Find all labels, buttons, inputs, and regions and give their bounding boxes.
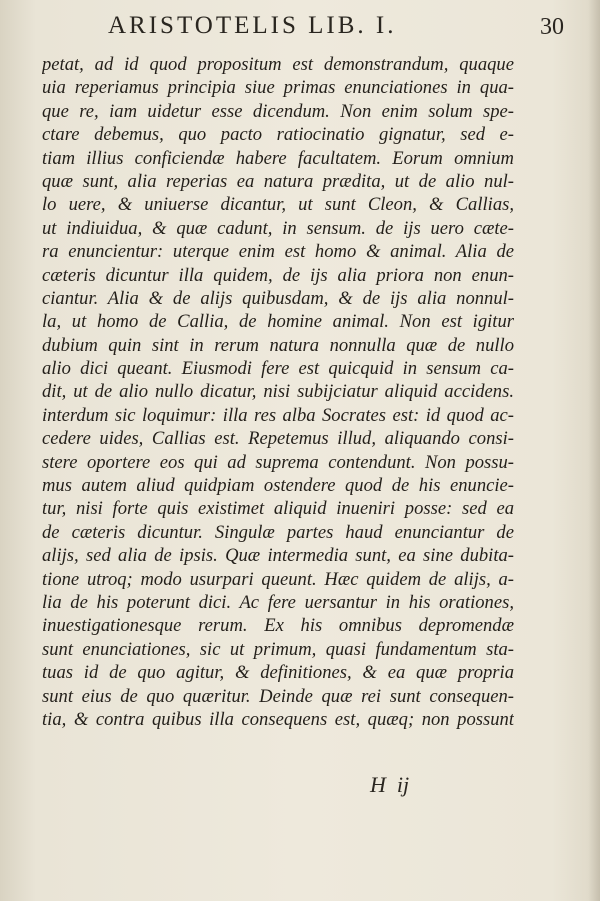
text-line: tuas id de quo agitur, & definitiones, & ea quæ propria <box>42 662 514 684</box>
text-line: lia de his poterunt dici. Ac fere uersantur in his orationes, <box>42 591 514 613</box>
text-line: tia, & contra quibus illa consequens est, quæq; non possunt <box>42 708 514 730</box>
text-line: alio dici queant. Eiusmodi fere est quicquid in sensum ca- <box>42 358 514 380</box>
text-line: uia reperiamus principia siue primas enunciationes in qua- <box>42 77 514 99</box>
text-line: sunt enunciationes, sic ut primum, quasi fundamentum sta- <box>42 638 514 660</box>
text-line: dit, ut de alio nullo dicatur, nisi subijciatur aliquid accidens. <box>42 381 514 403</box>
text-line: tur, nisi forte quis existimet aliquid inueniri posse: sed ea <box>42 498 514 520</box>
text-line: dubium quin sint in rerum natura nonnulla quæ de nullo <box>42 334 514 356</box>
text-line: que re, iam uidetur esse dicendum. Non enim solum spe- <box>42 100 514 122</box>
text-line: tione utroq; modo usurpari queunt. Hæc quidem de alijs, a- <box>42 568 514 590</box>
page-number: 30 <box>540 14 564 40</box>
text-line: ciantur. Alia & de alijs quibusdam, & de ijs alia nonnul- <box>42 287 514 309</box>
text-line: mus autem aliud quidpiam ostendere quod de his enuncie- <box>42 475 514 497</box>
text-line: inuestigationesque rerum. Ex his omnibus depromendæ <box>42 615 514 637</box>
text-line: alijs, sed alia de ipsis. Quæ intermedia sunt, ea sine dubita- <box>42 545 514 567</box>
text-line: petat, ad id quod propositum est demonstrandum, quaque <box>42 54 514 75</box>
text-line: ut indiuidua, & quæ cadunt, in sensum. de ijs uero cæte- <box>42 217 514 239</box>
text-line: ra enuncientur: uterque enim est homo & animal. Alia de <box>42 241 514 263</box>
running-head: ARISTOTELIS LIB. I. <box>108 12 397 39</box>
signature-mark: H ij <box>370 772 410 797</box>
text-line: lo uere, & uniuerse dicantur, ut sunt Cleon, & Callias, <box>42 194 514 216</box>
text-line: de cæteris dicuntur. Singulæ partes haud enunciantur de <box>42 521 514 543</box>
text-line: sunt eius de quo quæritur. Deinde quæ rei sunt consequen- <box>42 685 514 707</box>
body-text <box>42 53 514 731</box>
text-line: la, ut homo de Callia, de homine animal. Non est igitur <box>42 311 514 333</box>
text-line: quæ sunt, alia reperias ea natura prædita, ut de alio nul- <box>42 170 514 192</box>
text-line: cedere uides, Callias est. Repetemus illud, aliquando consi- <box>42 428 514 450</box>
page-edge-shadow <box>588 0 600 901</box>
text-line: stere oportere eos qui ad suprema contendunt. Non possu- <box>42 451 514 473</box>
text-line: tiam illius conficiendæ habere facultatem. Eorum omnium <box>42 147 514 169</box>
text-line: interdum sic loquimur: illa res alba Socrates est: id quod ac- <box>42 404 514 426</box>
text-line: cæteris dicuntur illa quidem, de ijs alia priora non enun- <box>42 264 514 286</box>
text-line: ctare debemus, quo pacto ratiocinatio gignatur, sed e- <box>42 124 514 146</box>
